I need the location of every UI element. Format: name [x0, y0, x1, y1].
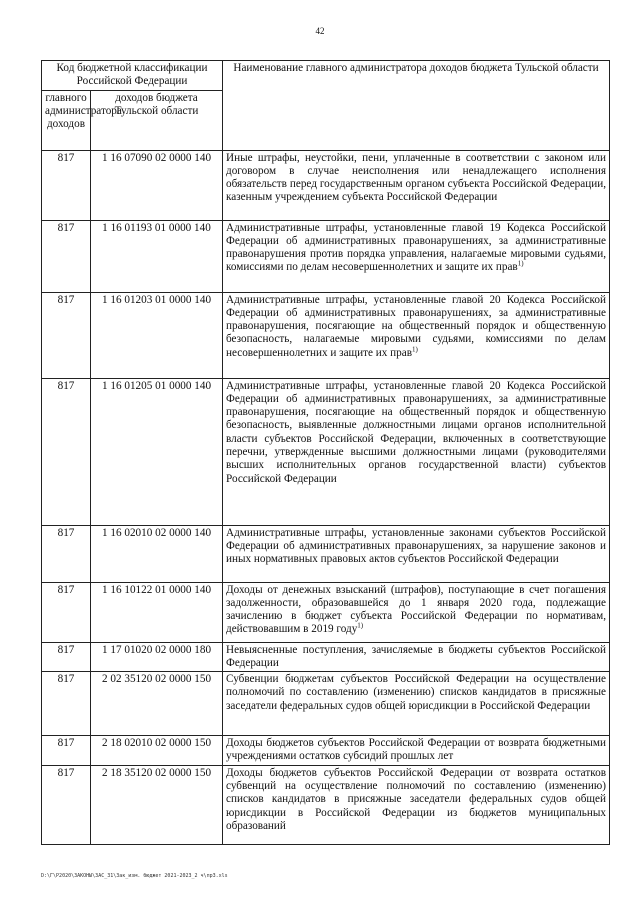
revenue-name-cell [223, 378, 610, 525]
revenue-name-cell [223, 150, 610, 220]
revenue-code-cell: 1 16 01205 01 0000 140 [91, 378, 223, 525]
revenue-name-text: Доходы бюджетов субъектов Российской Федерации от возврата бюджетными учреждениями остатков субсидий прошлых лет [226, 737, 606, 763]
revenue-name-text: Доходы бюджетов субъектов Российской Федерации от возврата остатков субвенций на осуществление полномочий по составлению (изменению) списков кандидатов в присяжные заседатели федеральных судов общей юрисдикции в Российской Федерации из бюджетов муниципальных образований [226, 766, 606, 832]
admin-code-cell: 817 [42, 582, 91, 642]
revenue-name-text: Субвенции бюджетам субъектов Российской Федерации на осуществление полномочий по составлению (изменению) списков кандидатов в присяжные заседатели федеральных судов общей юрисдикции в Российской Федерации [226, 673, 606, 712]
table-row [42, 765, 610, 844]
revenue-name-cell [223, 642, 610, 672]
table-row [42, 672, 610, 736]
revenue-name-cell [223, 525, 610, 582]
revenue-code-cell: 1 16 01193 01 0000 140 [91, 220, 223, 292]
revenue-code-cell: 2 02 35120 02 0000 150 [91, 672, 223, 736]
admin-code-cell: 817 [42, 736, 91, 766]
revenue-name-cell [223, 672, 610, 736]
revenue-name-cell [223, 582, 610, 642]
admin-code-cell: 817 [42, 672, 91, 736]
revenue-name-text: Административные штрафы, установленные законами субъектов Российской Федерации об административных правонарушениях, за нарушение законов и иных нормативных правовых актов субъектов Российской Федерации [226, 526, 606, 566]
header-code-group: Код бюджетной классификации Российской Федерации [42, 61, 223, 91]
revenue-name-cell [223, 220, 610, 292]
table-row [42, 150, 610, 220]
revenue-name-cell [223, 765, 610, 844]
revenue-code-cell: 2 18 02010 02 0000 150 [91, 736, 223, 766]
revenue-code-cell: 1 16 01203 01 0000 140 [91, 292, 223, 378]
revenue-name-text: Иные штрафы, неустойки, пени, уплаченные в соответствии с законом или договором в случае неисполнения или ненадлежащего исполнения обязательств перед государственным органом субъекта Российской Федерации, казенным учреждением субъекта Российской Федерации [226, 151, 606, 204]
table-row [42, 642, 610, 672]
revenue-admin-table [41, 60, 610, 845]
revenue-name-text: Невыясненные поступления, зачисляемые в бюджеты субъектов Российской Федерации [226, 643, 606, 669]
footnote-marker: 1) [517, 259, 524, 268]
table-row [42, 525, 610, 582]
table-row [42, 736, 610, 766]
footnote-marker: 1) [357, 621, 364, 630]
revenue-name-text: Административные штрафы, установленные главой 20 Кодекса Российской Федерации об административных правонарушениях, за административные правонарушения, посягающие на общественный порядок и общественную безопасность, выявленные должностными лицами органов исполнительной власти субъектов Российской Федерации, включенных в соответствующие перечни, утвержденные высшими должностными лицами (руководителями высших исполнительных органов государственной власти) субъектов Российской Федерации [226, 379, 606, 485]
revenue-name-cell [223, 736, 610, 766]
header-revenue-column: доходов бюджета Тульской области [91, 90, 223, 150]
table-row [42, 582, 610, 642]
header-admin-column: главного администратора доходов [42, 90, 91, 150]
table-row [42, 220, 610, 292]
revenue-name-text: Административные штрафы, установленные главой 19 Кодекса Российской Федерации об административных правонарушениях, за административные правонарушения против порядка управления, налагаемые мировыми судьями, комиссиями по делам несовершеннолетних и защите их прав [226, 221, 606, 274]
admin-code-cell: 817 [42, 220, 91, 292]
admin-code-cell: 817 [42, 525, 91, 582]
admin-code-cell: 817 [42, 378, 91, 525]
header-name-column: Наименование главного администратора доходов бюджета Тульской области [223, 61, 610, 151]
file-path-footer: D:\Г\Р2020\ЗАКОНЫ\ЗАС_31\Зак_изм. бюджет 2021-2023_2 ч\пр3.xls [41, 873, 228, 879]
table-row [42, 378, 610, 525]
revenue-code-cell: 1 16 02010 02 0000 140 [91, 525, 223, 582]
revenue-code-cell: 1 17 01020 02 0000 180 [91, 642, 223, 672]
footnote-marker: 1) [412, 345, 418, 354]
admin-code-cell: 817 [42, 642, 91, 672]
table-body [42, 150, 610, 844]
admin-code-cell: 817 [42, 150, 91, 220]
revenue-name-text: Административные штрафы, установленные главой 20 Кодекса Российской Федерации об административных правонарушениях, за административные правонарушения, посягающие на общественный порядок и общественную безопасность, налагаемые мировыми судьями, комиссиями по делам несовершеннолетних и защите их прав [226, 293, 606, 359]
page-number: 42 [315, 26, 325, 36]
revenue-name-text: Доходы от денежных взысканий (штрафов), поступающие в счет погашения задолженности, образовавшейся до 1 января 2020 года, подлежащие зачислению в бюджет субъекта Российской Федерации по нормативам, действовавшим в 2019 году [226, 583, 606, 636]
admin-code-cell: 817 [42, 765, 91, 844]
revenue-code-cell: 1 16 10122 01 0000 140 [91, 582, 223, 642]
revenue-name-cell [223, 292, 610, 378]
table-row [42, 292, 610, 378]
admin-code-cell: 817 [42, 292, 91, 378]
revenue-code-cell: 2 18 35120 02 0000 150 [91, 765, 223, 844]
revenue-code-cell: 1 16 07090 02 0000 140 [91, 150, 223, 220]
